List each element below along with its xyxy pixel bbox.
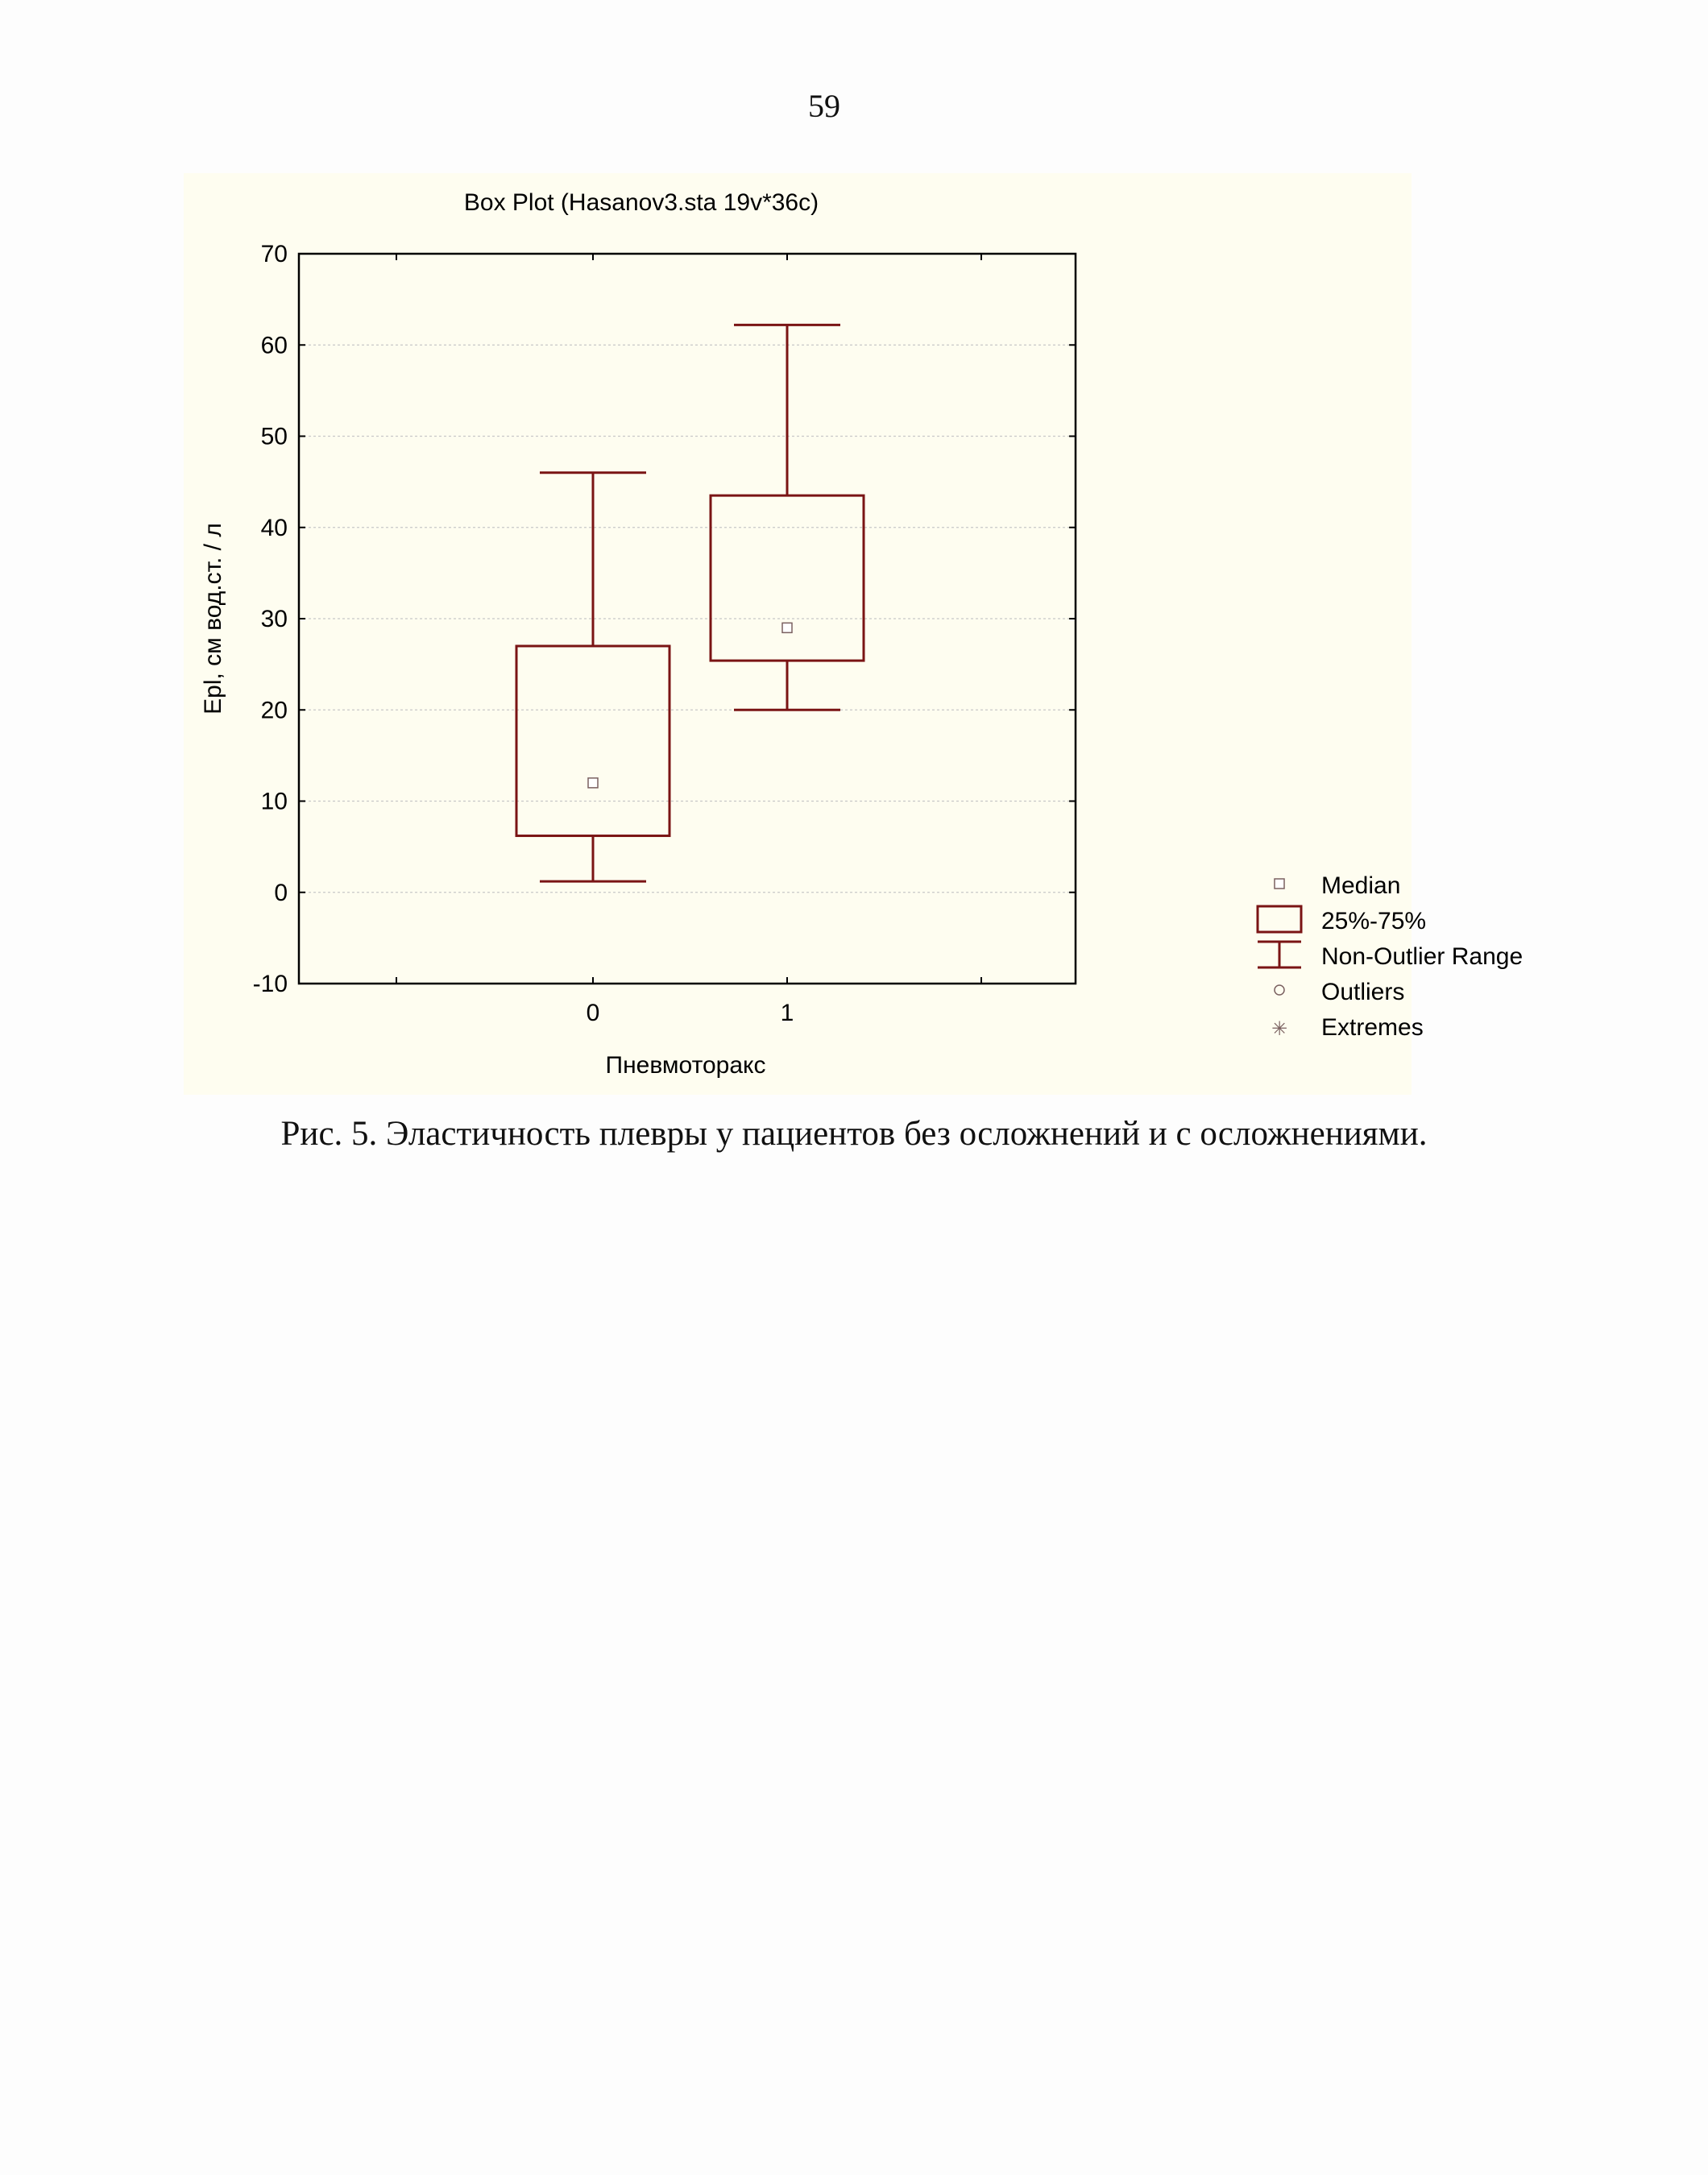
figure-caption: Рис. 5. Эластичность плевры у пациентов без осложнений и с осложнениями. bbox=[280, 1115, 1428, 1153]
median-marker bbox=[782, 623, 792, 632]
legend-item-25-75- bbox=[1258, 906, 1426, 934]
whisker-icon bbox=[1258, 942, 1301, 967]
boxes bbox=[516, 325, 864, 881]
y-tick-label: 0 bbox=[274, 879, 288, 906]
y-tick-label: 30 bbox=[260, 606, 288, 632]
legend-item-median bbox=[1275, 872, 1400, 899]
circle-icon bbox=[1275, 985, 1284, 995]
legend-label: Non-Outlier Range bbox=[1321, 943, 1524, 970]
asterisk-icon: ✳ bbox=[1271, 1017, 1288, 1040]
y-tick-label: 60 bbox=[260, 332, 288, 359]
grid-lines bbox=[299, 345, 1076, 893]
iqr-box bbox=[516, 646, 670, 836]
small-square-icon bbox=[1275, 879, 1284, 889]
box-group-1 bbox=[711, 325, 864, 710]
box-icon bbox=[1258, 906, 1301, 932]
legend-label: 25%-75% bbox=[1321, 908, 1427, 934]
iqr-box bbox=[711, 495, 864, 661]
legend-item-non-outlier-range bbox=[1258, 942, 1523, 970]
y-axis-label: Epl, см вод.ст. / л bbox=[200, 523, 226, 715]
legend-label: Median bbox=[1321, 872, 1401, 899]
y-tick-label: 20 bbox=[260, 697, 288, 724]
page-number: 59 bbox=[808, 88, 840, 124]
box-plot-chart bbox=[184, 173, 1524, 1095]
y-tick-label: 10 bbox=[260, 788, 288, 815]
axis-ticks bbox=[253, 241, 1076, 1026]
chart-title: Box Plot (Hasanov3.sta 19v*36c) bbox=[463, 189, 819, 216]
x-tick-label: 0 bbox=[586, 1000, 600, 1026]
legend-label: Extremes bbox=[1321, 1014, 1424, 1041]
x-axis-label: Пневмоторакс bbox=[605, 1052, 766, 1079]
y-tick-label: 70 bbox=[260, 241, 288, 267]
legend-item-outliers bbox=[1275, 979, 1404, 1005]
chart-panel bbox=[184, 173, 1524, 1095]
y-tick-label: 40 bbox=[260, 514, 288, 541]
box-group-0 bbox=[516, 473, 670, 881]
legend bbox=[1258, 872, 1523, 1041]
y-tick-label: -10 bbox=[252, 971, 288, 997]
y-tick-label: 50 bbox=[260, 423, 288, 450]
median-marker bbox=[588, 778, 598, 788]
x-tick-label: 1 bbox=[780, 1000, 794, 1026]
legend-item-extremes bbox=[1271, 1014, 1424, 1041]
legend-label: Outliers bbox=[1321, 979, 1405, 1005]
